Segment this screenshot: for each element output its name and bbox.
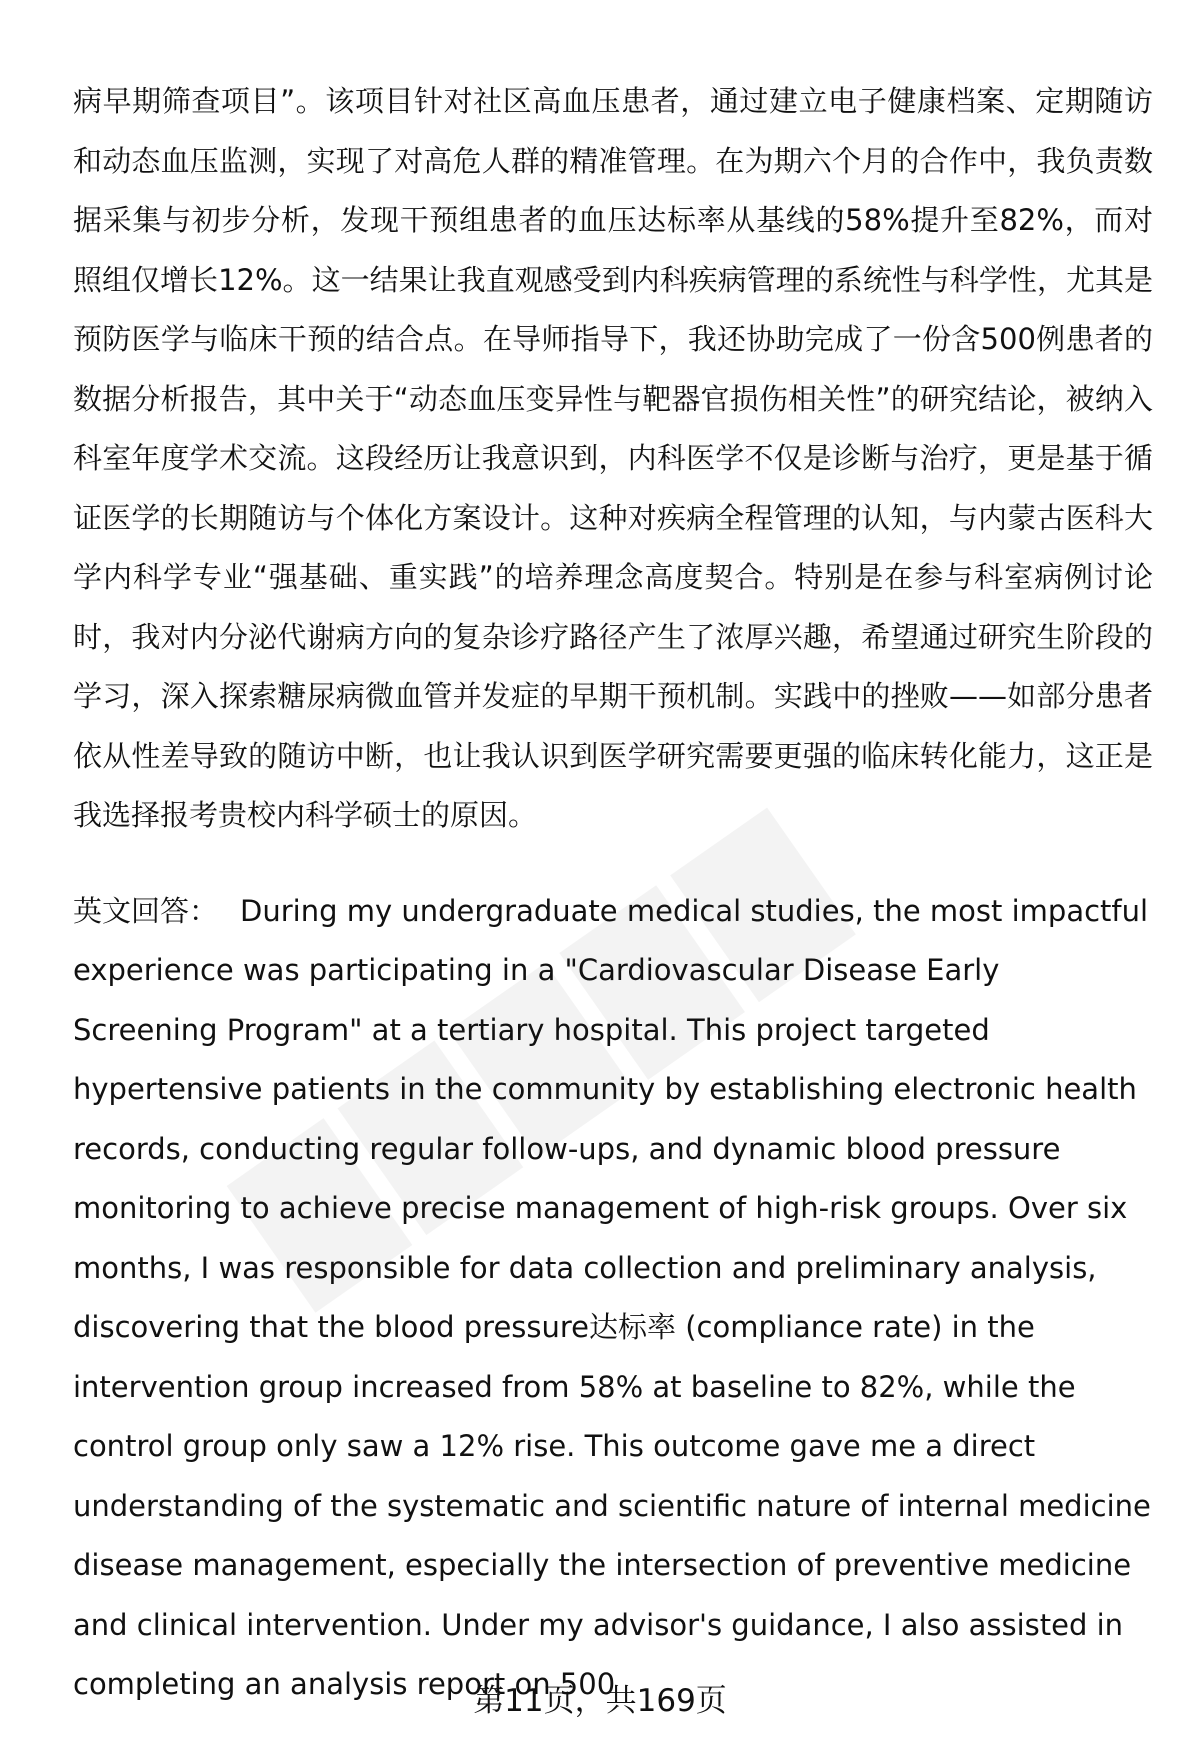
document-body xyxy=(73,72,1153,1715)
page-number-footer: 第11页，共169页 xyxy=(473,1683,727,1719)
english-answer-paragraph xyxy=(73,882,1153,1715)
english-answer-text: During my undergraduate medical studies, the most impactful experience was participating in a "Cardiovascular Disease Early Screening Program" at a tertiary hospital. This project targeted hypertensive patients in the community by establishing electronic health records, conducting regular follow-ups, and dynamic blood pressure monitoring to achieve precise management of high-risk groups. Over six months, I was responsible for data collection and preliminary analysis, discovering that the blood pressure达标率 (compliance rate) in the intervention group increased from 58% at baseline to 82%, while the control group only saw a 12% rise. This outcome gave me a direct understanding of the systematic and scientific nature of internal medicine disease management, especially the intersection of preventive medicine and clinical intervention. Under my advisor's guidance, I also assisted in completing an analysis report on 500 xyxy=(73,893,1151,1701)
chinese-answer-paragraph: 病早期筛查项目”。该项目针对社区高血压患者，通过建立电子健康档案、定期随访和动态血压监测，实现了对高危人群的精准管理。在为期六个月的合作中，我负责数据采集与初步分析，发现干预组患者的血压达标率从基线的58%提升至82%，而对照组仅增长12%。这一结果让我直观感受到内科疾病管理的系统性与科学性，尤其是预防医学与临床干预的结合点。在导师指导下，我还协助完成了一份含500例患者的数据分析报告，其中关于“动态血压变异性与靶器官损伤相关性”的研究结论，被纳入科室年度学术交流。这段经历让我意识到，内科医学不仅是诊断与治疗，更是基于循证医学的长期随访与个体化方案设计。这种对疾病全程管理的认知，与内蒙古医科大学内科学专业“强基础、重实践”的培养理念高度契合。特别是在参与科室病例讨论时，我对内分泌代谢病方向的复杂诊疗路径产生了浓厚兴趣，希望通过研究生阶段的学习，深入探索糖尿病微血管并发症的早期干预机制。实践中的挫败——如部分患者依从性差导致的随访中断，也让我认识到医学研究需要更强的临床转化能力，这正是我选择报考贵校内科学硕士的原因。 xyxy=(73,84,1153,832)
english-answer-label: 英文回答： xyxy=(73,893,219,928)
